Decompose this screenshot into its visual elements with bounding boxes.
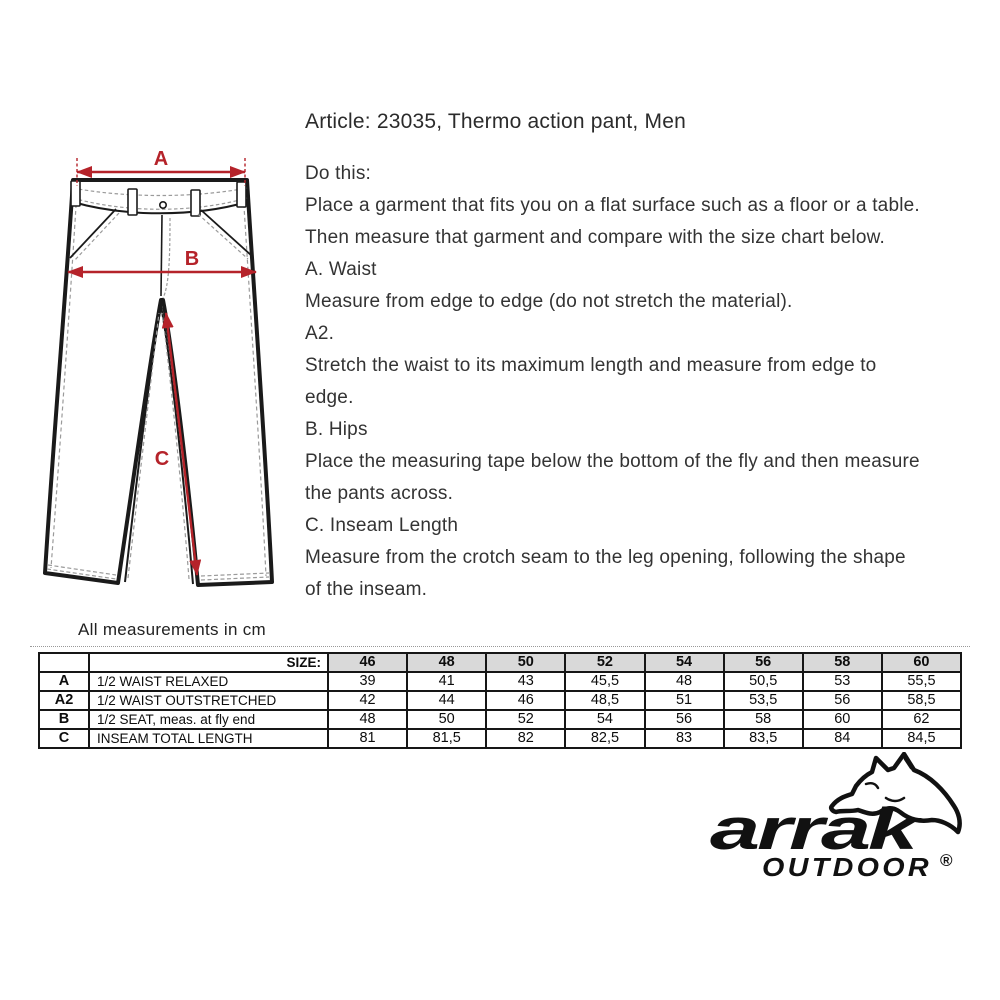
measure-c-label: C	[154, 448, 170, 470]
value-cell: 58	[724, 710, 803, 729]
value-cell: 50	[407, 710, 486, 729]
value-cell: 48,5	[565, 691, 644, 710]
measure-b-label: B	[184, 248, 200, 270]
value-cell: 45,5	[565, 672, 644, 691]
value-cell: 82	[486, 729, 565, 748]
value-cell: 81,5	[407, 729, 486, 748]
instruction-section	[305, 254, 983, 318]
size-table	[38, 652, 962, 749]
value-cell: 51	[645, 691, 724, 710]
section-heading: B. Hips	[305, 419, 368, 440]
row-label: 1/2 WAIST RELAXED	[89, 672, 328, 691]
value-cell: 44	[407, 691, 486, 710]
value-cell: 52	[486, 710, 565, 729]
value-cell: 56	[645, 710, 724, 729]
value-cell: 43	[486, 672, 565, 691]
instruction-section	[305, 414, 983, 510]
value-cell: 82,5	[565, 729, 644, 748]
value-cell: 83,5	[724, 729, 803, 748]
value-cell: 41	[407, 672, 486, 691]
row-code: C	[39, 729, 89, 748]
belt-loop	[128, 189, 137, 215]
row-label: INSEAM TOTAL LENGTH	[89, 729, 328, 748]
row-label: 1/2 SEAT, meas. at fly end	[89, 710, 328, 729]
instruction-line: the pants across.	[305, 483, 454, 504]
size-header-cell: 60	[882, 653, 961, 672]
size-header-cell: 48	[407, 653, 486, 672]
waist-button	[160, 202, 166, 208]
row-label: 1/2 WAIST OUTSTRETCHED	[89, 691, 328, 710]
size-header-cell: 58	[803, 653, 882, 672]
value-cell: 84	[803, 729, 882, 748]
section-heading: Do this:	[305, 163, 372, 184]
value-cell: 83	[645, 729, 724, 748]
value-cell: 53	[803, 672, 882, 691]
value-cell: 53,5	[724, 691, 803, 710]
instruction-section	[305, 318, 983, 414]
value-cell: 46	[486, 691, 565, 710]
corner-cell	[39, 653, 89, 672]
value-cell: 42	[328, 691, 407, 710]
value-cell: 54	[565, 710, 644, 729]
table-row	[39, 729, 961, 748]
instruction-line: Stretch the waist to its maximum length and measure from edge to	[305, 355, 877, 376]
value-cell: 39	[328, 672, 407, 691]
instruction-line: Place the measuring tape below the bottom of the fly and then measure	[305, 451, 920, 472]
instruction-line: Measure from the crotch seam to the leg opening, following the shape	[305, 547, 906, 568]
section-heading: A2.	[305, 323, 335, 344]
size-header-cell: 50	[486, 653, 565, 672]
logo-brand-text: arrak	[710, 797, 923, 862]
section-heading: C. Inseam Length	[305, 515, 459, 536]
row-code: B	[39, 710, 89, 729]
arrak-outdoor-logo	[700, 752, 975, 902]
size-header-cell: 52	[565, 653, 644, 672]
pants-measurement-diagram	[40, 148, 290, 608]
size-header-cell: 46	[328, 653, 407, 672]
value-cell: 84,5	[882, 729, 961, 748]
value-cell: 50,5	[724, 672, 803, 691]
instruction-line: Measure from edge to edge (do not stretch the material).	[305, 291, 793, 312]
instruction-section	[305, 510, 983, 606]
size-header-cell: 56	[724, 653, 803, 672]
value-cell: 58,5	[882, 691, 961, 710]
belt-loop	[191, 190, 200, 216]
instructions-panel	[305, 110, 983, 606]
instruction-line: Then measure that garment and compare with the size chart below.	[305, 227, 885, 248]
value-cell: 48	[645, 672, 724, 691]
dotted-divider	[30, 646, 970, 647]
logo-subtitle-text: OUTDOOR	[762, 852, 932, 882]
instruction-section	[305, 158, 983, 254]
section-heading: A. Waist	[305, 259, 377, 280]
row-code: A2	[39, 691, 89, 710]
size-label-cell: SIZE:	[89, 653, 328, 672]
size-header-row	[39, 653, 961, 672]
units-caption: All measurements in cm	[78, 620, 266, 639]
row-code: A	[39, 672, 89, 691]
table-row	[39, 710, 961, 729]
value-cell: 56	[803, 691, 882, 710]
table-row	[39, 691, 961, 710]
belt-loop	[71, 181, 80, 206]
registered-trademark-icon: ®	[940, 851, 953, 870]
value-cell: 55,5	[882, 672, 961, 691]
size-header-cell: 54	[645, 653, 724, 672]
table-row	[39, 672, 961, 691]
measure-a-label: A	[153, 148, 169, 170]
page-title: Article: 23035, Thermo action pant, Men	[305, 110, 686, 133]
value-cell: 81	[328, 729, 407, 748]
value-cell: 62	[882, 710, 961, 729]
pants-outline	[45, 180, 272, 585]
instruction-line: of the inseam.	[305, 579, 428, 600]
instruction-line: Place a garment that fits you on a flat surface such as a floor or a table.	[305, 195, 920, 216]
value-cell: 60	[803, 710, 882, 729]
instruction-line: edge.	[305, 387, 354, 408]
value-cell: 48	[328, 710, 407, 729]
